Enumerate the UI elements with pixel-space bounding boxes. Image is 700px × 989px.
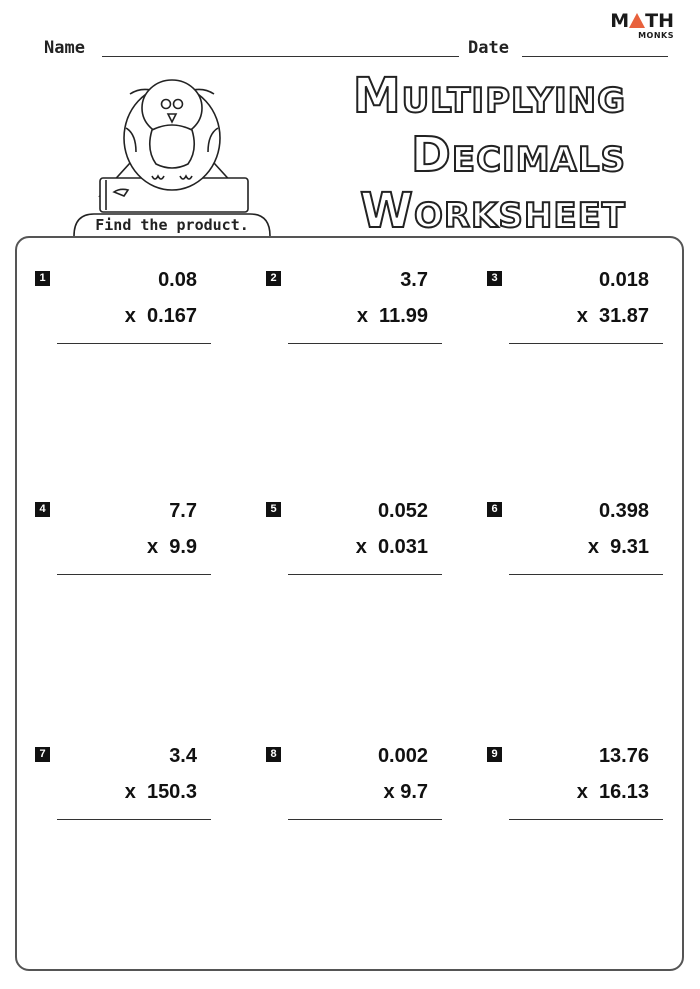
- answer-line[interactable]: [288, 343, 442, 344]
- math-monks-logo: [610, 10, 674, 40]
- title-initial-d: D: [411, 127, 452, 183]
- multiplier: x 150.3: [124, 781, 197, 803]
- problem-number-badge: 3: [487, 271, 502, 286]
- problem-8: [266, 747, 476, 847]
- problem-2: [266, 271, 476, 371]
- instruction-text: Find the product.: [95, 216, 249, 234]
- problem-number-badge: 9: [487, 747, 502, 762]
- multiplier: x 9.31: [587, 536, 649, 558]
- answer-line[interactable]: [57, 819, 211, 820]
- logo-letters-th: TH: [645, 10, 674, 32]
- problem-number-badge: 7: [35, 747, 50, 762]
- logo-letter-m: M: [610, 10, 630, 32]
- problem-4: [35, 502, 245, 602]
- problem-1: [35, 271, 245, 371]
- multiplicand: 13.76: [598, 745, 649, 767]
- multiplicand: 0.08: [158, 269, 197, 291]
- name-label: Name: [44, 38, 85, 58]
- date-label: Date: [468, 38, 509, 58]
- owl-on-books-illustration: [72, 68, 272, 238]
- logo-triangle-icon: [629, 13, 645, 28]
- multiplicand: 0.002: [377, 745, 428, 767]
- problem-6: [487, 502, 697, 602]
- multiplicand: 0.052: [377, 500, 428, 522]
- problem-number-badge: 5: [266, 502, 281, 517]
- multiplicand: 0.398: [598, 500, 649, 522]
- problem-number-badge: 1: [35, 271, 50, 286]
- problem-number-badge: 2: [266, 271, 281, 286]
- problem-5: [266, 502, 476, 602]
- problem-number-badge: 4: [35, 502, 50, 517]
- answer-line[interactable]: [509, 819, 663, 820]
- title-initial-m: M: [352, 68, 402, 124]
- logo-monks-text: MONKS: [638, 31, 674, 40]
- answer-line[interactable]: [509, 574, 663, 575]
- title-rest-worksheet: ORKSHEET: [413, 196, 626, 236]
- multiplier: x 31.87: [576, 305, 649, 327]
- multiplier: x 11.99: [356, 305, 428, 327]
- answer-line[interactable]: [288, 574, 442, 575]
- title-line-multiplying: [352, 68, 626, 124]
- multiplicand: 3.7: [400, 269, 428, 291]
- multiplicand: 0.018: [598, 269, 649, 291]
- problem-3: [487, 271, 697, 371]
- title-initial-w: W: [360, 183, 414, 239]
- problem-number-badge: 8: [266, 747, 281, 762]
- problem-number-badge: 6: [487, 502, 502, 517]
- title-line-decimals: [411, 127, 626, 183]
- multiplier: x 9.9: [146, 536, 197, 558]
- multiplier: x 9.7: [383, 781, 428, 803]
- multiplicand: 3.4: [169, 745, 197, 767]
- title-rest-decimals: ECIMALS: [451, 140, 626, 180]
- problem-9: [487, 747, 697, 847]
- answer-line[interactable]: [57, 574, 211, 575]
- multiplier: x 0.167: [124, 305, 197, 327]
- date-input-line[interactable]: [522, 56, 668, 57]
- answer-line[interactable]: [57, 343, 211, 344]
- answer-line[interactable]: [509, 343, 663, 344]
- answer-line[interactable]: [288, 819, 442, 820]
- title-rest-multiplying: ULTIPLYING: [401, 81, 626, 121]
- logo-math-text: [610, 10, 674, 32]
- title-line-worksheet: [360, 183, 626, 239]
- multiplier: x 0.031: [355, 536, 428, 558]
- problem-7: [35, 747, 245, 847]
- name-input-line[interactable]: [102, 56, 459, 57]
- multiplicand: 7.7: [169, 500, 197, 522]
- multiplier: x 16.13: [576, 781, 649, 803]
